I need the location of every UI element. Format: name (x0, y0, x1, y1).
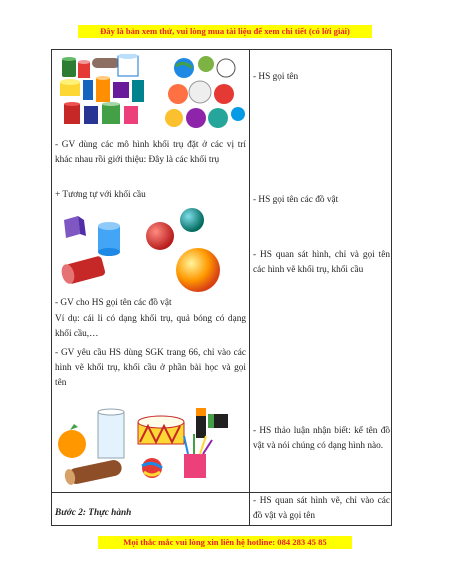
example-text: Ví dụ: cái li có dạng khối trụ, quả bóng có dạng khối cầu,… (55, 314, 246, 339)
hs-name-objects-text: - HS gọi tên các đồ vật (253, 195, 339, 205)
everyday-objects-illustration (56, 406, 246, 488)
gv-sgk-text: - GV yêu cầu HS dùng SGK trang 66, chỉ vào các hình vẽ khối trụ, khối cầu ở phần bài học và gọi tên (55, 348, 246, 388)
orange-fruit-icon (58, 424, 86, 458)
red-sphere-icon (146, 222, 174, 250)
red-cylinder-icon (60, 255, 106, 285)
gv-name-text: - GV cho HS gọi tên các đồ vật (55, 298, 172, 308)
gv-intro-text: - GV dùng các mô hình khối trụ đặt ở các vị trí khác nhau rồi giới thiệu: Đây là các khối trụ (55, 140, 246, 165)
teal-sphere-icon (180, 208, 204, 232)
pencil-cup-icon (184, 434, 212, 478)
blue-cylinder-icon (98, 222, 120, 256)
orange-sphere-icon (176, 248, 220, 292)
shapes-illustration (58, 208, 238, 296)
row-divider (52, 492, 391, 493)
step2-heading: Bước 2: Thực hành (55, 508, 132, 518)
column-divider (249, 50, 250, 525)
hs-point-text: - HS quan sát hình vẽ, chỉ vào các đồ vật và gọi tên (253, 496, 390, 521)
hs-name-text: - HS gọi tên (253, 72, 299, 82)
purple-cube-icon (64, 216, 86, 238)
ball-icon (142, 458, 162, 478)
objects-illustration (56, 54, 246, 132)
glass-icon (98, 409, 124, 458)
preview-banner: Đây là bản xem thử, vui lòng mua tài liệu để xem chi tiết (có lời giải) (78, 25, 372, 38)
cylinder-objects-icon (60, 54, 144, 124)
hs-discuss-text: - HS thảo luận nhận biết: kể tên đồ vật và nói chúng có dạng hình nào. (253, 426, 390, 451)
log-icon (63, 459, 123, 486)
sphere-objects-icon (165, 56, 245, 128)
drum-icon (138, 416, 184, 444)
lesson-table (51, 49, 392, 526)
hotline-banner: Mọi thắc mắc vui lòng xin liên hệ hotline: 084 283 45 85 (98, 536, 352, 549)
sphere-similar-text: + Tương tự với khối cầu (55, 190, 146, 200)
battery-icon (196, 408, 228, 438)
hs-observe-text: - HS quan sát hình, chỉ và gọi tên các hình vẽ khối trụ, khối cầu (253, 250, 390, 275)
